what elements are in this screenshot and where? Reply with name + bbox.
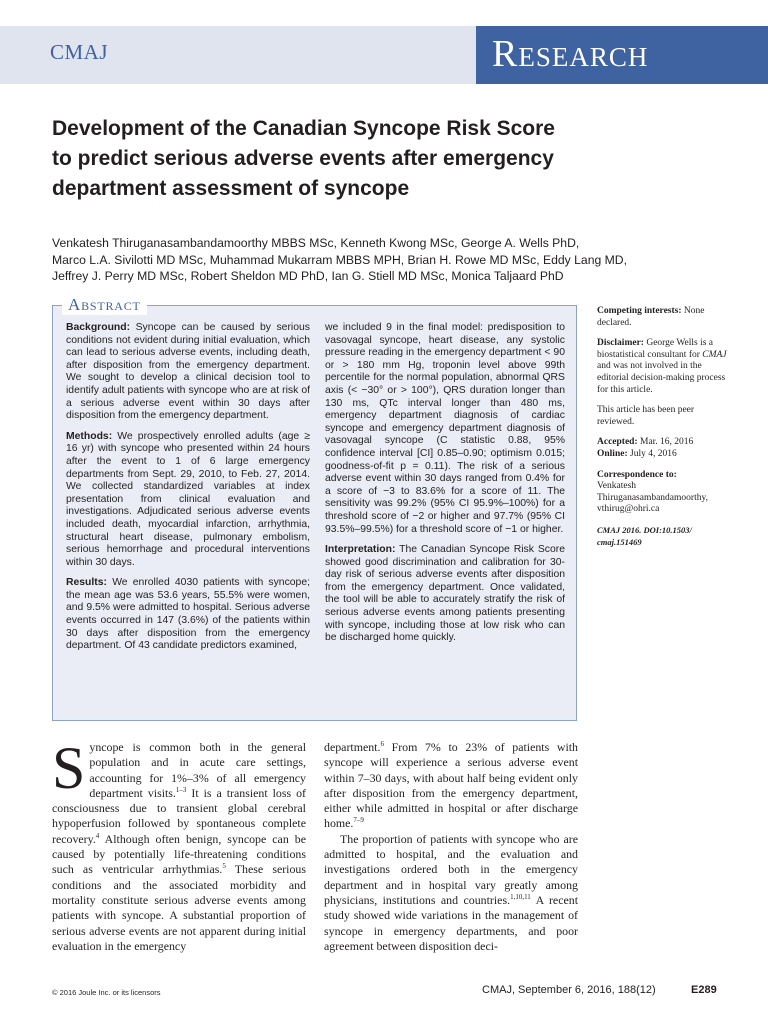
body-text: From 7% to 23% of patients with syncope will experience a serious adverse event within 7–30 days, with about half being evident only after disposition from the emergency department, either while admitted in hospital or after discharge home.	[324, 740, 578, 831]
title-line: Development of the Canadian Syncope Risk Score	[52, 117, 555, 140]
article-title	[52, 114, 692, 204]
background-text: Syncope can be caused by serious conditions not evident during initial evaluation, which can lead to serious adverse events, including death, after disposition from the emergency department. We sought to develop a clinical decision tool to identify adult patients with syncope who are at risk of a serious adverse event within 30 days after disposition from the emergency department.	[66, 322, 310, 422]
abstract-left-column	[66, 322, 310, 661]
doi-line: cmaj.151469	[597, 536, 642, 547]
peer-review-note: This article has been peer reviewed.	[597, 405, 695, 427]
correspondence-email[interactable]: vthirug@ohri.ca	[597, 504, 660, 515]
body-text: It is a transient loss of consciousness due to transient global cerebral hypoperfusion followed by spontaneous complete recovery.	[52, 785, 306, 846]
journal-logo: CMAJ	[50, 40, 109, 64]
author-line: Jeffrey J. Perry MD MSc, Robert Sheldon MD PhD, Ian G. Stiell MD MSc, Monica Taljaard PhD	[52, 269, 564, 283]
online-label: Online:	[597, 448, 628, 459]
background-label: Background:	[66, 322, 131, 333]
methods-text: We prospectively enrolled adults (age ≥ 16 yr) with syncope who presented within 24 hours after the event to 1 of 6 large emergency departments from Sept. 29, 2010, to Feb. 27, 2014. We collected standardized variables at index presentation from clinical evaluation and investigations. Adjudicated serious adverse events included death, myocardial infarction, arrhythmia, structural heart disease, pulmonary embolism, serious hemorrhage and procedural interventions within 30 days.	[66, 430, 311, 568]
author-line: Venkatesh Thiruganasambandamoorthy MBBS MSc, Kenneth Kwong MSc, George A. Wells PhD,	[52, 236, 580, 250]
abstract-background	[66, 322, 310, 423]
body-text: A recent study showed wide variations in the management of syncope in emergency departments, and poor agreement between disposition deci-	[324, 892, 578, 953]
disclaimer	[597, 338, 727, 396]
dates	[597, 437, 727, 460]
body-left-column	[52, 735, 307, 954]
abstract-rule	[163, 305, 577, 306]
body-paragraph	[324, 832, 578, 954]
accepted-date: Mar. 16, 2016	[640, 437, 694, 448]
body-text: department.	[324, 740, 381, 754]
disclaimer-text-2: and was not involved in the editorial decision-making process for this article.	[597, 361, 726, 395]
body-paragraph	[52, 735, 307, 954]
citation-ref: 1–3	[175, 785, 187, 794]
interpretation-text: The Canadian Syncope Risk Score showed good discrimination and calibration for 30-day risk of serious adverse events after disposition from the emergency department. Once validated, the tool will be able to accurately stratify the risk of serious adverse events among patients presenting with syncope, including those at low risk who can be discharged home quickly.	[325, 544, 565, 644]
article-info-sidebar	[597, 306, 727, 557]
page-number: E289	[691, 984, 717, 996]
journal-citation: CMAJ, September 6, 2016, 188(12)	[482, 984, 656, 996]
citation-ref: 5	[222, 862, 226, 871]
abstract-results	[66, 577, 310, 653]
citation-ref: 7–9	[353, 816, 364, 825]
accepted-label: Accepted:	[597, 437, 638, 448]
correspondence-label: Correspondence to:	[597, 469, 677, 480]
doi-line: CMAJ 2016. DOI:10.1503/	[597, 524, 692, 535]
interpretation-label: Interpretation:	[325, 544, 396, 556]
abstract-right-column	[325, 322, 565, 653]
body-right-column	[324, 740, 578, 954]
citation-ref: 4	[95, 831, 100, 840]
section-title: Research	[492, 33, 649, 75]
body-text: The proportion of patients with syncope who are admitted to hospital, and the evaluation and investigations ordered both in the emergency department and in hospital vary greatly among physicians, institutions and countries.	[324, 831, 578, 907]
body-text: Although often benign, syncope can be caused by potentially life-threatening conditions such as ventricular arrhythmias.	[52, 831, 306, 877]
title-line: to predict serious adverse events after emergency	[52, 147, 554, 170]
methods-label: Methods:	[66, 430, 113, 442]
author-list	[52, 235, 712, 285]
disclaimer-label: Disclaimer:	[597, 338, 644, 349]
results-text: We enrolled 4030 patients with syncope; the mean age was 53.6 years, 55.5% were women, and 9.5% were admitted to hospital. Serious adverse events occurred in 147 (3.6%) of the patients within 30 days after disposition from the emergency department. Of 43 candidate predictors examined,	[66, 577, 310, 652]
online-date: July 4, 2016	[630, 448, 677, 459]
disclaimer-text: George Wells is a biostatistical consultant for	[597, 338, 714, 360]
title-line: department assessment of syncope	[52, 177, 410, 200]
body-text: yncope is common both in the general population and in acute care settings, accounting for 1%–3% of all emergency department visits.	[89, 740, 306, 800]
correspondence-name: Venkatesh Thiruganasambandamoorthy,	[597, 481, 708, 503]
results-continued: we included 9 in the final model: predisposition to vasovagal syncope, heart disease, any systolic pressure reading in the emergency department < 90 or > 180 mm Hg, troponin level above 99th percentile for the normal population, abnormal QRS axis (< −30° or > 100°), QRS duration longer than 130 ms, QTc interval longer than 480 ms, emergency department diagnosis of cardiac syncope and emergency department diagnosis of vasovagal syncope (C statistic 0.88, 95% confidence interval [CI] 0.85–0.90; optimism 0.015; goodness-of-fit p = 0.11). The risk of a serious adverse event within 30 days ranged from 0.4% for a score of −3 to 83.6% for a score of 11. The sensitivity was 99.2% (95% CI 95.9%–100%) for a threshold score of −2 or higher and 97.7% (95% CI 93.5%–99.5%) for a threshold score of −1 or higher.	[325, 322, 565, 535]
abstract-heading: Abstract	[62, 295, 147, 315]
author-line: Marco L.A. Sivilotti MD MSc, Muhammad Mukarram MBBS MPH, Brian H. Rowe MD MSc, Eddy Lang MD,	[52, 252, 627, 267]
body-text: These serious conditions and the associated morbidity and mortality constitute serious adverse events among patients with syncope. A substantial proportion of serious adverse events are not apparent during initial evaluation in the emergency	[52, 862, 307, 953]
doi	[597, 525, 727, 548]
abstract-interpretation	[325, 544, 565, 645]
body-paragraph	[324, 740, 578, 832]
disclaimer-journal: CMAJ	[702, 349, 727, 360]
copyright: © 2016 Joule Inc. or its licensors	[52, 988, 161, 997]
competing-text: None declared.	[597, 306, 705, 328]
competing-label: Competing interests:	[597, 306, 682, 316]
correspondence	[597, 470, 727, 516]
abstract-methods	[66, 431, 310, 570]
competing-interests	[597, 306, 727, 329]
citation-ref: 6	[380, 740, 384, 749]
citation-ref: 1,10,11	[510, 893, 531, 901]
results-label: Results:	[66, 577, 107, 589]
drop-cap: S	[52, 735, 86, 801]
